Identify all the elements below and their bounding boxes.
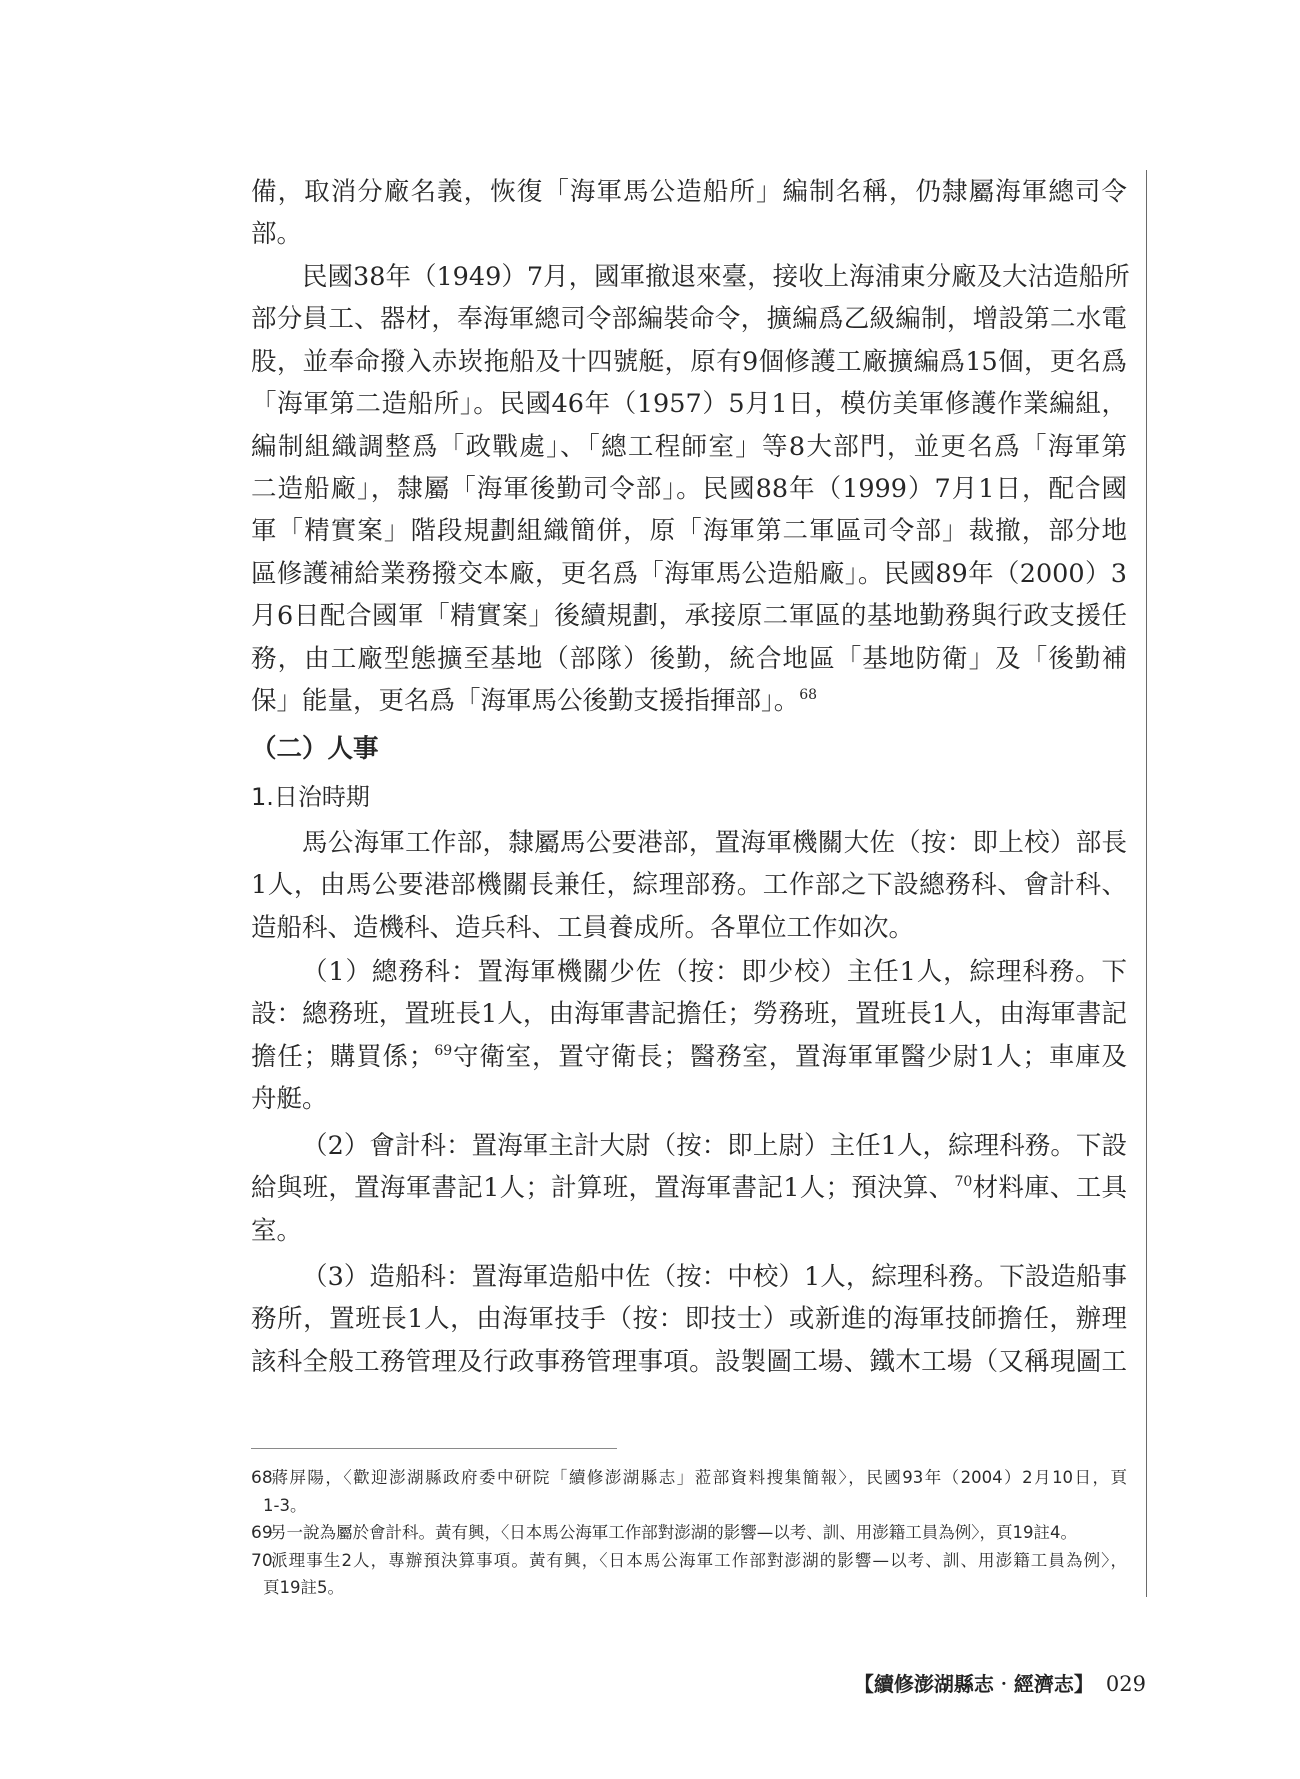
footnote-line: 1-3。 — [263, 1495, 307, 1515]
body-line: 舟艇。 — [251, 1084, 328, 1115]
footnote-number: 70 — [251, 1550, 273, 1571]
body-line: 區修護補給業務撥交本廠，更名爲「海軍馬公造船廠」。民國89年（2000）3 — [251, 558, 1127, 589]
footnote-text: 另一說為屬於會計科。黃有興，〈日本馬公海軍工作部對澎湖的影響—以考、訓、用澎籍工員為例〉，頁19註4。 — [270, 1523, 1077, 1543]
body-line-text: 保」能量，更名爲「海軍馬公後勤支援指揮部」。 — [251, 685, 800, 716]
body-line: 該科全般工務管理及行政事務管理事項。設製圖工場、鐵木工場（又稱現圖工 — [251, 1346, 1127, 1377]
footnote-line — [251, 1464, 1127, 1492]
history-paragraph — [251, 256, 1130, 722]
accounting-paragraph — [251, 1125, 1127, 1252]
footnote — [251, 1547, 1127, 1602]
shipbuilding-paragraph — [251, 1256, 1127, 1383]
subsection-heading: 1.日治時期 — [251, 783, 370, 811]
body-line: 二造船廠」，隸屬「海軍後勤司令部」。民國88年（1999）7月1日，配合國 — [251, 473, 1127, 504]
general-affairs-paragraph — [251, 951, 1127, 1121]
footnote-separator — [251, 1448, 617, 1449]
footnote-number: 69 — [251, 1523, 273, 1544]
footnote-line — [251, 1547, 1127, 1575]
body-line: 「海軍第二造船所」。民國46年（1957）5月1日，模仿美軍修護作業編組， — [251, 389, 1127, 420]
body-line: 軍「精實案」階段規劃組織簡併，原「海軍第二軍區司令部」裁撤，部分地 — [251, 516, 1127, 547]
footnote-reference: 69 — [434, 1042, 453, 1059]
body-line: 務所，置班長1人，由海軍技手（按：即技士）或新進的海軍技師擔任，辦理 — [251, 1304, 1127, 1335]
continued-paragraph — [251, 171, 1127, 256]
footnotes — [251, 1464, 1127, 1602]
body-line: 設：總務班，置班長1人，由海軍書記擔任；勞務班，置班長1人，由海軍書記 — [251, 999, 1127, 1030]
body-line: 股，並奉命撥入赤崁拖船及十四號艇，原有9個修護工廠擴編爲15個，更名爲 — [251, 346, 1127, 377]
body-line: （3）造船科：置海軍造船中佐（按：中校）1人，綜理科務。下設造船事 — [302, 1262, 1127, 1292]
body-line — [251, 680, 1127, 722]
body-line: 馬公海軍工作部，隸屬馬公要港部，置海軍機關大佐（按：即上校）部長 — [302, 828, 1127, 858]
body-line: 編制組織調整爲「政戰處」、「總工程師室」等8大部門，並更名爲「海軍第 — [251, 431, 1127, 462]
footnote — [251, 1519, 1127, 1547]
body-line: （1）總務科：置海軍機關少佐（按：即少校）主任1人，綜理科務。下 — [302, 957, 1127, 987]
body-line-text: 守衛室，置守衛長；醫務室，置海軍軍醫少尉1人；車庫及 — [452, 1041, 1127, 1072]
body-line-text: 擔任；購買係； — [251, 1041, 435, 1072]
margin-rule — [1146, 170, 1147, 1597]
body-line: 1人，由馬公要港部機關長兼任，綜理部務。工作部之下設總務科、會計科、 — [251, 870, 1127, 901]
book-title: 【續修澎湖縣志‧經濟志】 — [853, 1672, 1094, 1696]
footnote-number: 68 — [251, 1468, 273, 1488]
body-line: 務，由工廠型態擴至基地（部隊）後勤，統合地區「基地防衛」及「後勤補 — [251, 643, 1127, 674]
section-heading: （二）人事 — [251, 734, 379, 764]
body-line-text: 給與班，置海軍書記1人；計算班，置海軍書記1人；預決算、 — [251, 1173, 955, 1204]
body-line: 造船科、造機科、造兵科、工員養成所。各單位工作如次。 — [251, 912, 915, 943]
body-line: （2）會計科：置海軍主計大尉（按：即上尉）主任1人，綜理科務。下設 — [302, 1131, 1127, 1161]
page-footer — [854, 1670, 1146, 1698]
footnote-line: 頁19註5。 — [263, 1578, 344, 1598]
footnote-text: 蔣屏陽，〈歡迎澎湖縣政府委中研院「續修澎湖縣志」蒞部資料搜集簡報〉，民國93年（2004）2月10日，頁 — [270, 1468, 1127, 1487]
body-line: 民國38年（1949）7月，國軍撤退來臺，接收上海浦東分廠及大沽造船所 — [302, 262, 1130, 292]
body-line — [251, 1036, 1127, 1078]
body-line: 部分員工、器材，奉海軍總司令部編裝命令，擴編爲乙級編制，增設第二水電 — [251, 304, 1127, 335]
body-line: 月6日配合國軍「精實案」後續規劃，承接原二軍區的基地勤務與行政支援任 — [251, 601, 1127, 632]
body-line: 部。 — [251, 219, 303, 250]
page-number: 029 — [1105, 1672, 1146, 1696]
body-line — [251, 1167, 1127, 1209]
footnote-reference: 68 — [799, 687, 818, 704]
body-line-text: 材料庫、工具 — [972, 1173, 1127, 1204]
footnote-text: 派理事生2人，專辦預決算事項。黃有興，〈日本馬公海軍工作部對澎湖的影響—以考、訓、用澎籍工員為例〉， — [270, 1550, 1127, 1570]
footnote-reference: 70 — [954, 1174, 973, 1191]
body-line: 室。 — [251, 1215, 303, 1246]
footnote — [251, 1464, 1127, 1519]
body-line: 備，取消分廠名義，恢復「海軍馬公造船所」編制名稱，仍隸屬海軍總司令 — [251, 177, 1127, 207]
work-department-paragraph — [251, 822, 1127, 949]
footnote-line — [251, 1519, 1127, 1547]
